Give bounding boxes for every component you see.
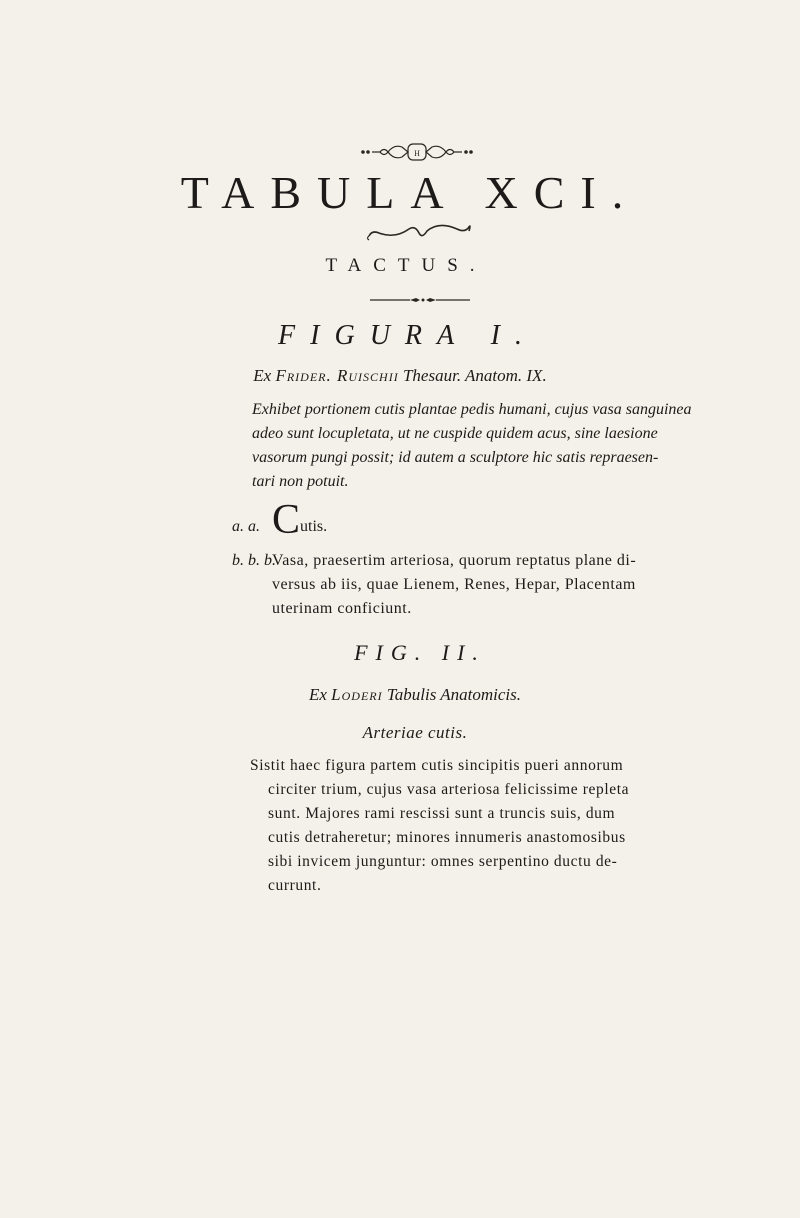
description-line: adeo sunt locupletata, ut ne cuspide quidem acus, sine laesione bbox=[252, 425, 658, 442]
description-line: circiter trium, cujus vasa arteriosa felicissime repleta bbox=[268, 781, 630, 798]
source-prefix: Ex bbox=[308, 685, 327, 704]
source-prefix: Ex bbox=[253, 366, 272, 385]
figure-1-source bbox=[0, 366, 800, 386]
description-line: cutis detraheretur; minores innumeris anastomosibus bbox=[268, 829, 626, 846]
ornament-top-icon bbox=[360, 140, 475, 164]
description-line: sunt. Majores rami rescissi sunt a truncis suis, dum bbox=[268, 805, 616, 822]
description-line: sibi invicem junguntur: omnes serpentino ductu de- bbox=[268, 853, 618, 870]
svg-text:H: H bbox=[414, 149, 420, 158]
figure-2-source bbox=[0, 685, 800, 705]
legend-item-a bbox=[232, 497, 328, 543]
description-line: currunt. bbox=[268, 877, 322, 894]
decorative-rule bbox=[370, 297, 470, 303]
description-line: Exhibet portionem cutis plantae pedis humani, cujus vasa sanguinea bbox=[252, 401, 692, 418]
legend-line: Vasa, praesertim arteriosa, quorum reptatus plane di- bbox=[272, 552, 637, 569]
ornament-flourish-icon bbox=[365, 222, 475, 242]
description-line: Sistit haec figura partem cutis sincipitis pueri annorum bbox=[250, 757, 624, 774]
legend-text: utis. bbox=[300, 518, 328, 535]
legend-line: versus ab iis, quae Lienem, Renes, Hepar, Placentam bbox=[272, 576, 636, 593]
source-author: Loderi bbox=[331, 685, 383, 704]
description-line: vasorum pungi possit; id autem a sculptore hic satis repraesen- bbox=[252, 449, 659, 466]
figure-1-heading: FIGURA I. bbox=[278, 320, 537, 351]
source-work: Thesaur. Anatom. IX. bbox=[402, 366, 547, 385]
source-work: Tabulis Anatomicis. bbox=[386, 685, 522, 704]
subject-heading: TACTUS. bbox=[325, 255, 487, 276]
figure-1-description bbox=[252, 398, 797, 494]
legend-item-b bbox=[232, 549, 636, 621]
legend-line: uterinam conficiunt. bbox=[272, 600, 412, 617]
legend-text bbox=[272, 549, 636, 621]
figure-2-heading: FIG. II. bbox=[354, 640, 486, 665]
drop-initial: C bbox=[272, 497, 301, 543]
figure-2-description bbox=[250, 754, 795, 898]
source-author: Frider. Ruischii bbox=[275, 366, 399, 385]
plate-title: TABULA XCI. bbox=[180, 167, 640, 218]
description-line: tari non potuit. bbox=[252, 473, 349, 490]
legend-key: b. b. b. bbox=[232, 552, 276, 569]
figure-2-subtitle: Arteriae cutis. bbox=[362, 723, 468, 742]
legend-key: a. a. bbox=[232, 518, 260, 535]
